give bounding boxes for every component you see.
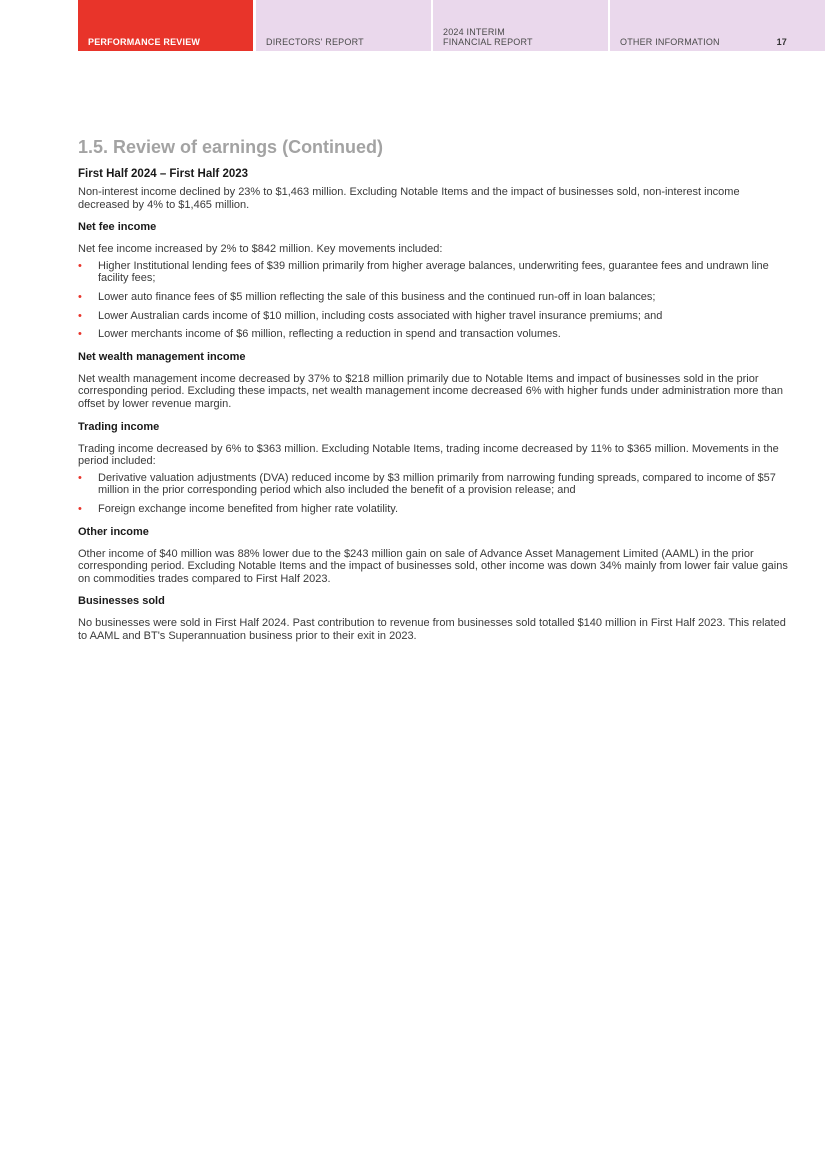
businesses-sold-paragraph: No businesses were sold in First Half 2024. Past contribution to revenue from businesses sold totalled $140 million in First Half 2023. This related to AAML and BT's Superannuation business prior to their exit in 2023. xyxy=(78,617,786,642)
trading-paragraph: Trading income decreased by 6% to $363 million. Excluding Notable Items, trading income decreased by 11% to $365 million. Movements in the period included: xyxy=(78,442,779,468)
tab-label: DIRECTORS' REPORT xyxy=(266,37,364,47)
bullet-icon: • xyxy=(78,502,82,515)
list-item: • Higher Institutional lending fees of $39 million primarily from higher average balances, underwriting fees, guarantee fees and undrawn line facility fees; xyxy=(78,259,769,285)
tab-other-information[interactable] xyxy=(610,0,825,51)
list-item: • Foreign exchange income benefited from higher rate volatility. xyxy=(78,502,399,515)
list-item: • Derivative valuation adjustments (DVA) reduced income by $3 million primarily from narrowing funding spreads, compared to income of $57 million in the prior corresponding period which also included the benefit of a provision release; and xyxy=(78,471,776,497)
list-item: • Lower merchants income of $6 million, reflecting a reduction in spend and transaction volumes. xyxy=(78,328,561,341)
tab-directors-report[interactable] xyxy=(256,0,431,51)
list-item: • Lower Australian cards income of $10 million, including costs associated with higher travel insurance premiums; and xyxy=(78,309,663,322)
bullet-icon: • xyxy=(78,471,82,484)
wealth-heading: Net wealth management income xyxy=(78,350,246,363)
net-fee-paragraph: Net fee income increased by 2% to $842 million. Key movements included: xyxy=(78,243,443,256)
intro-paragraph: Non-interest income declined by 23% to $1,463 million. Excluding Notable Items and the impact of businesses sold, non-interest income decreased by 4% to $1,465 million. xyxy=(78,186,740,211)
bullet-icon: • xyxy=(78,309,82,322)
tab-label-line1: 2024 INTERIM xyxy=(443,27,505,37)
main-content xyxy=(78,136,788,652)
tab-label: PERFORMANCE REVIEW xyxy=(88,37,201,47)
bullet-icon: • xyxy=(78,328,82,341)
section-title: 1.5. Review of earnings (Continued) xyxy=(78,137,384,157)
tab-performance-review[interactable] xyxy=(78,0,253,51)
tab-label xyxy=(443,27,533,47)
bullet-icon: • xyxy=(78,290,82,303)
period-subheading: First Half 2024 – First Half 2023 xyxy=(78,168,249,180)
tab-interim-financial-report[interactable] xyxy=(433,0,608,51)
trading-list xyxy=(78,472,788,516)
trading-heading: Trading income xyxy=(78,420,160,433)
tab-label-line2: FINANCIAL REPORT xyxy=(443,37,533,47)
tab-label: OTHER INFORMATION xyxy=(620,37,720,47)
page-number: 17 xyxy=(776,37,787,47)
other-income-paragraph: Other income of $40 million was 88% lower due to the $243 million gain on sale of Advance Asset Management Limited (AAML) in the prior corresponding period. Excluding Notable Items and the impact of businesses sold, other income was down 34% mainly from lower fair value gains on commodities trades compared to First Half 2023. xyxy=(78,547,788,585)
wealth-paragraph: Net wealth management income decreased by 37% to $218 million primarily due to Notable Items and impact of businesses sold in the prior corresponding period. Excluding these impacts, net wealth management income decreased 6% with higher funds under administration more than offset by lower revenue margin. xyxy=(78,372,784,410)
list-item: • Lower auto finance fees of $5 million reflecting the sale of this business and the continued run-off in loan balances; xyxy=(78,290,656,303)
net-fee-heading: Net fee income xyxy=(78,221,157,234)
businesses-sold-heading: Businesses sold xyxy=(78,595,165,608)
top-navigation xyxy=(78,0,825,51)
other-income-heading: Other income xyxy=(78,525,149,538)
bullet-icon: • xyxy=(78,259,82,272)
net-fee-list xyxy=(78,260,788,341)
